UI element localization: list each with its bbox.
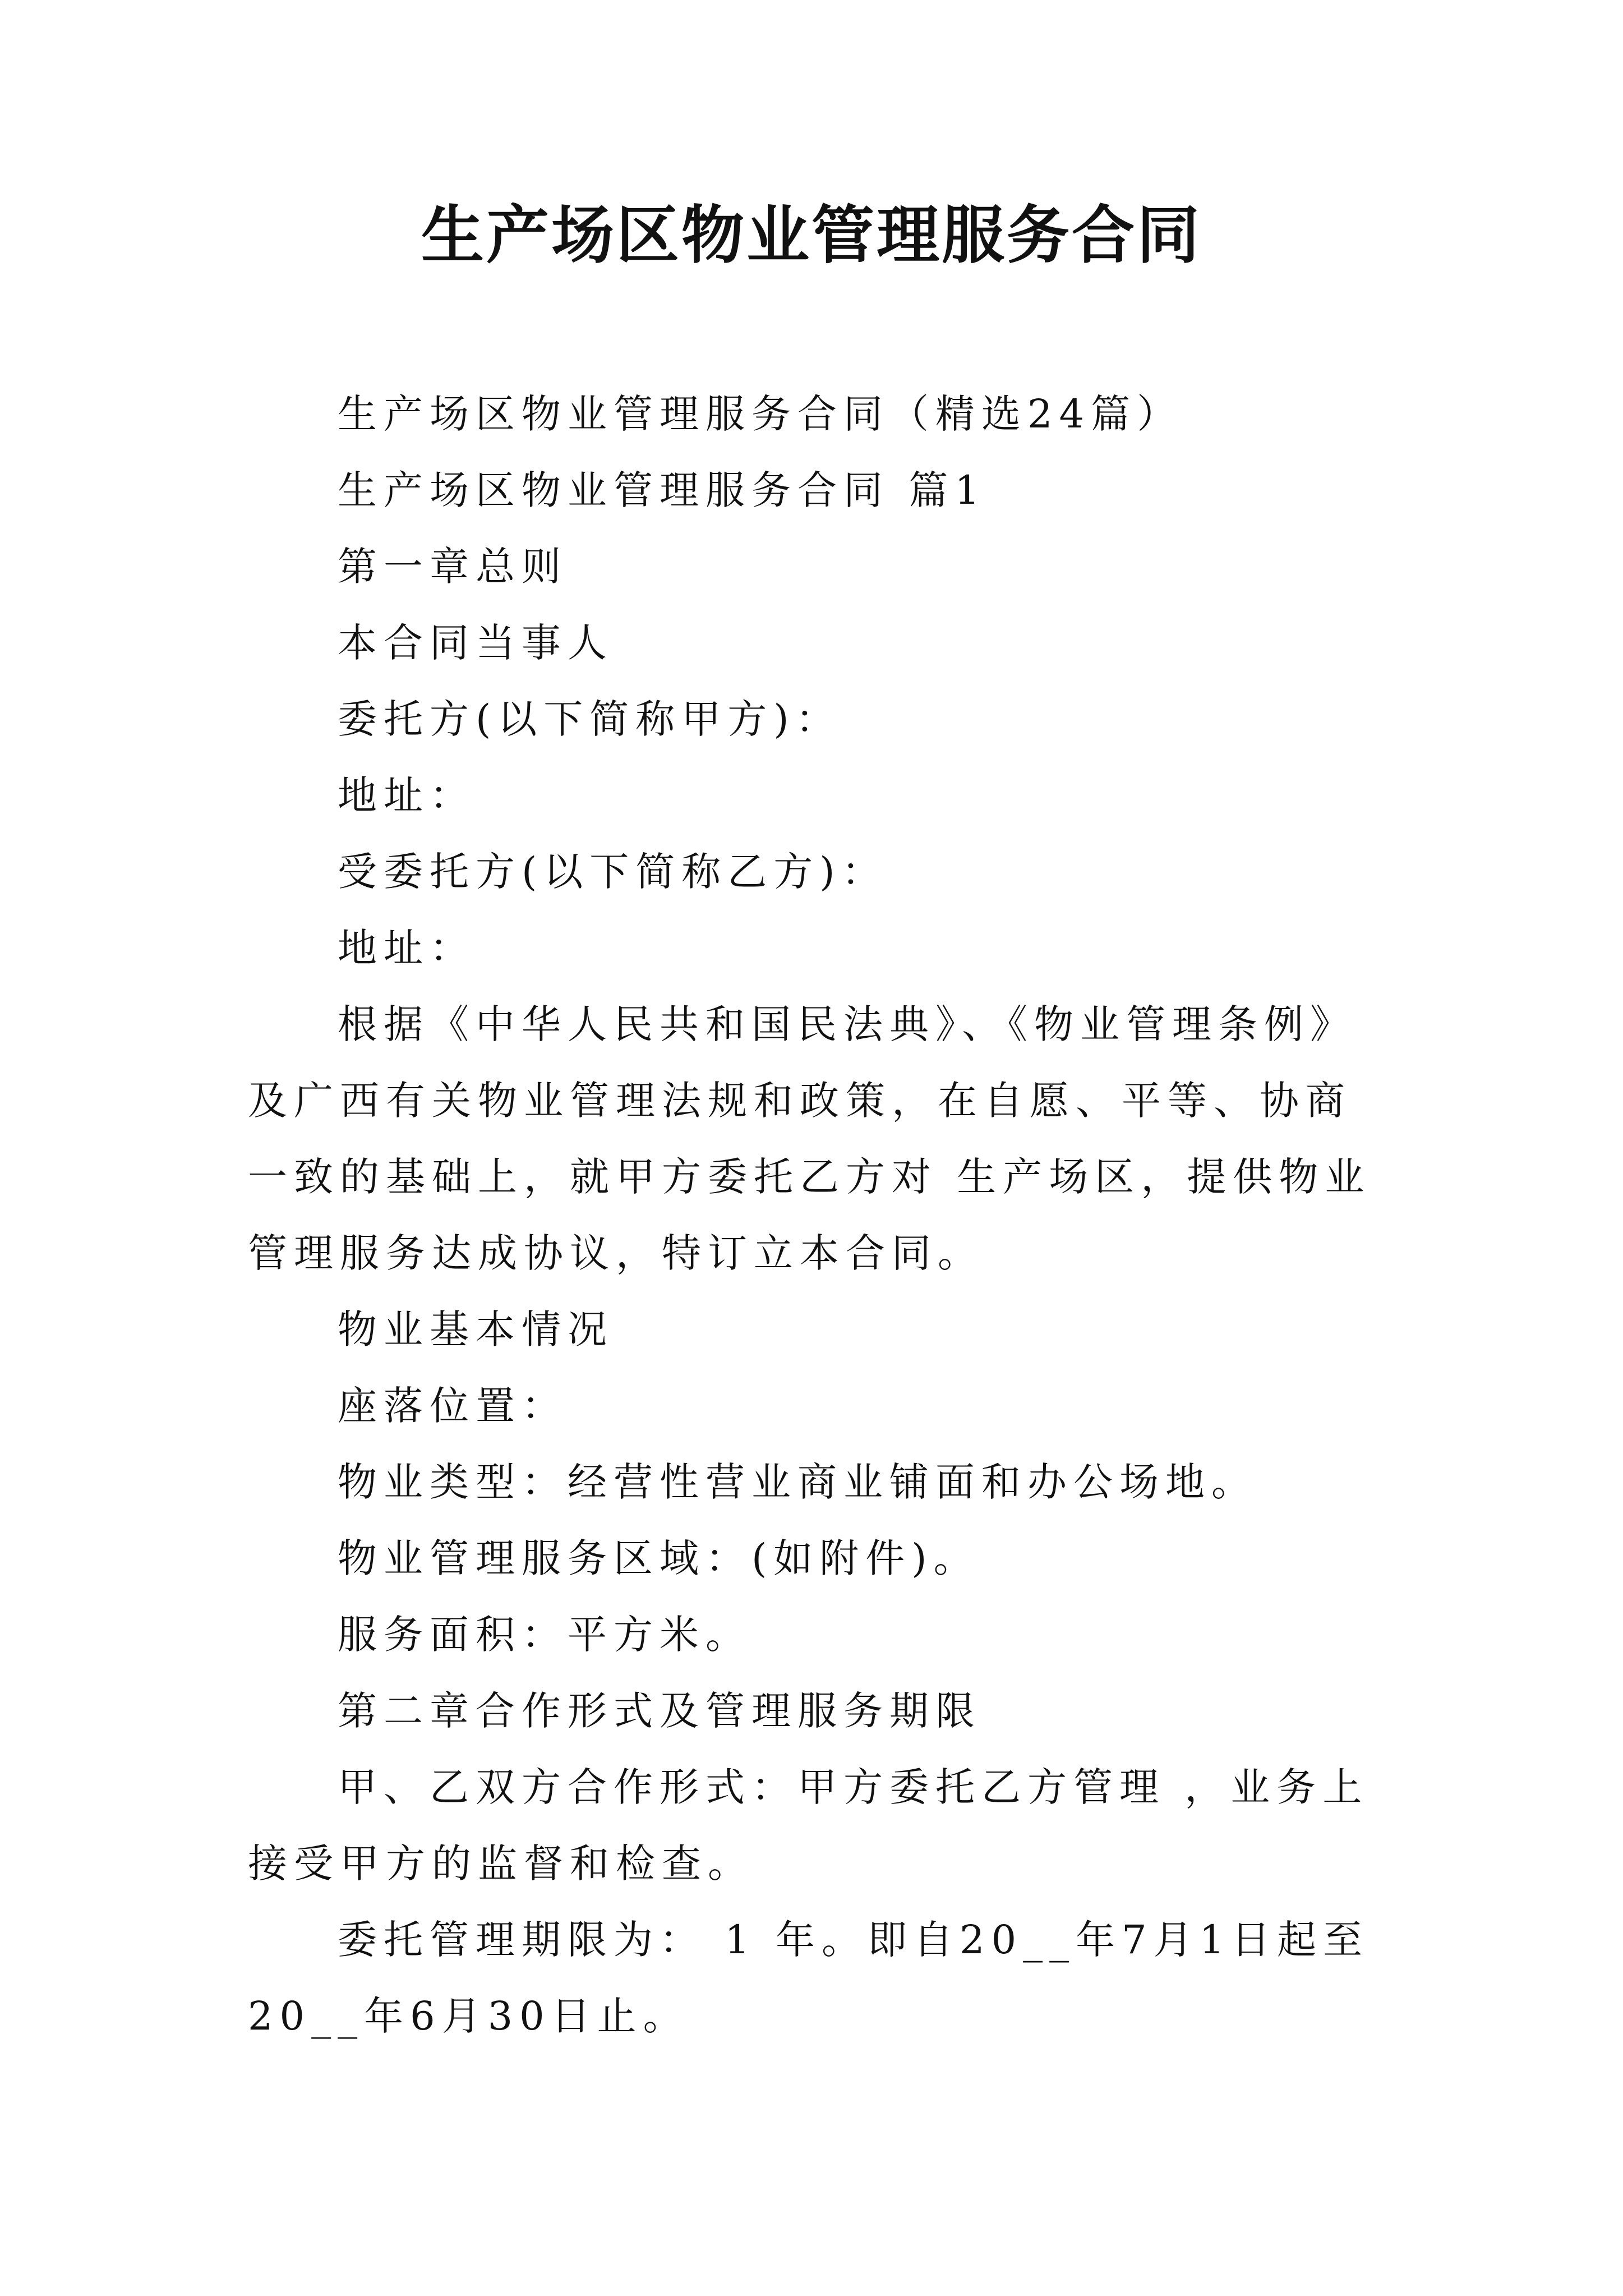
paragraph-parties-heading: 本合同当事人 xyxy=(338,620,614,666)
document-title: 生产场区物业管理服务合同 xyxy=(421,199,1202,272)
paragraph-party-b: 受委托方(以下简称乙方)： xyxy=(338,849,888,895)
paragraph-cooperation-form: 甲、乙双方合作形式：甲方委托乙方管理 ，业务上接受甲方的监督和检查。 xyxy=(248,1764,1369,1887)
paragraph-party-b-address: 地址： xyxy=(338,925,476,971)
paragraph-service-size: 服务面积：平方米。 xyxy=(338,1612,751,1658)
paragraph-property-info-heading: 物业基本情况 xyxy=(338,1306,614,1352)
paragraph-section-heading: 生产场区物业管理服务合同 篇1 xyxy=(338,467,986,513)
paragraph-party-a-address: 地址： xyxy=(338,772,476,818)
paragraph-chapter-2-heading: 第二章合作形式及管理服务期限 xyxy=(338,1688,981,1734)
document-body xyxy=(248,376,1386,2054)
paragraph-property-type: 物业类型：经营性营业商业铺面和办公场地。 xyxy=(338,1459,1257,1505)
paragraph-service-area: 物业管理服务区域：(如附件)。 xyxy=(338,1535,980,1581)
paragraph-legal-basis: 根据《中华人民共和国民法典》、《物业管理条例》及广西有关物业管理法规和政策，在自愿、平等、协商一致的基础上，就甲方委托乙方对 生产场区，提供物业管理服务达成协议，特订立本合同。 xyxy=(248,1001,1371,1276)
paragraph-chapter-1-heading: 第一章总则 xyxy=(338,544,568,590)
paragraph-term: 委托管理期限为： 1 年。即自20__年7月1日起至20__年6月30日止。 xyxy=(248,1917,1370,2039)
paragraph-party-a: 委托方(以下简称甲方)： xyxy=(338,696,842,742)
paragraph-location: 座落位置： xyxy=(338,1383,568,1429)
paragraph-subtitle: 生产场区物业管理服务合同（精选24篇） xyxy=(338,391,1183,437)
